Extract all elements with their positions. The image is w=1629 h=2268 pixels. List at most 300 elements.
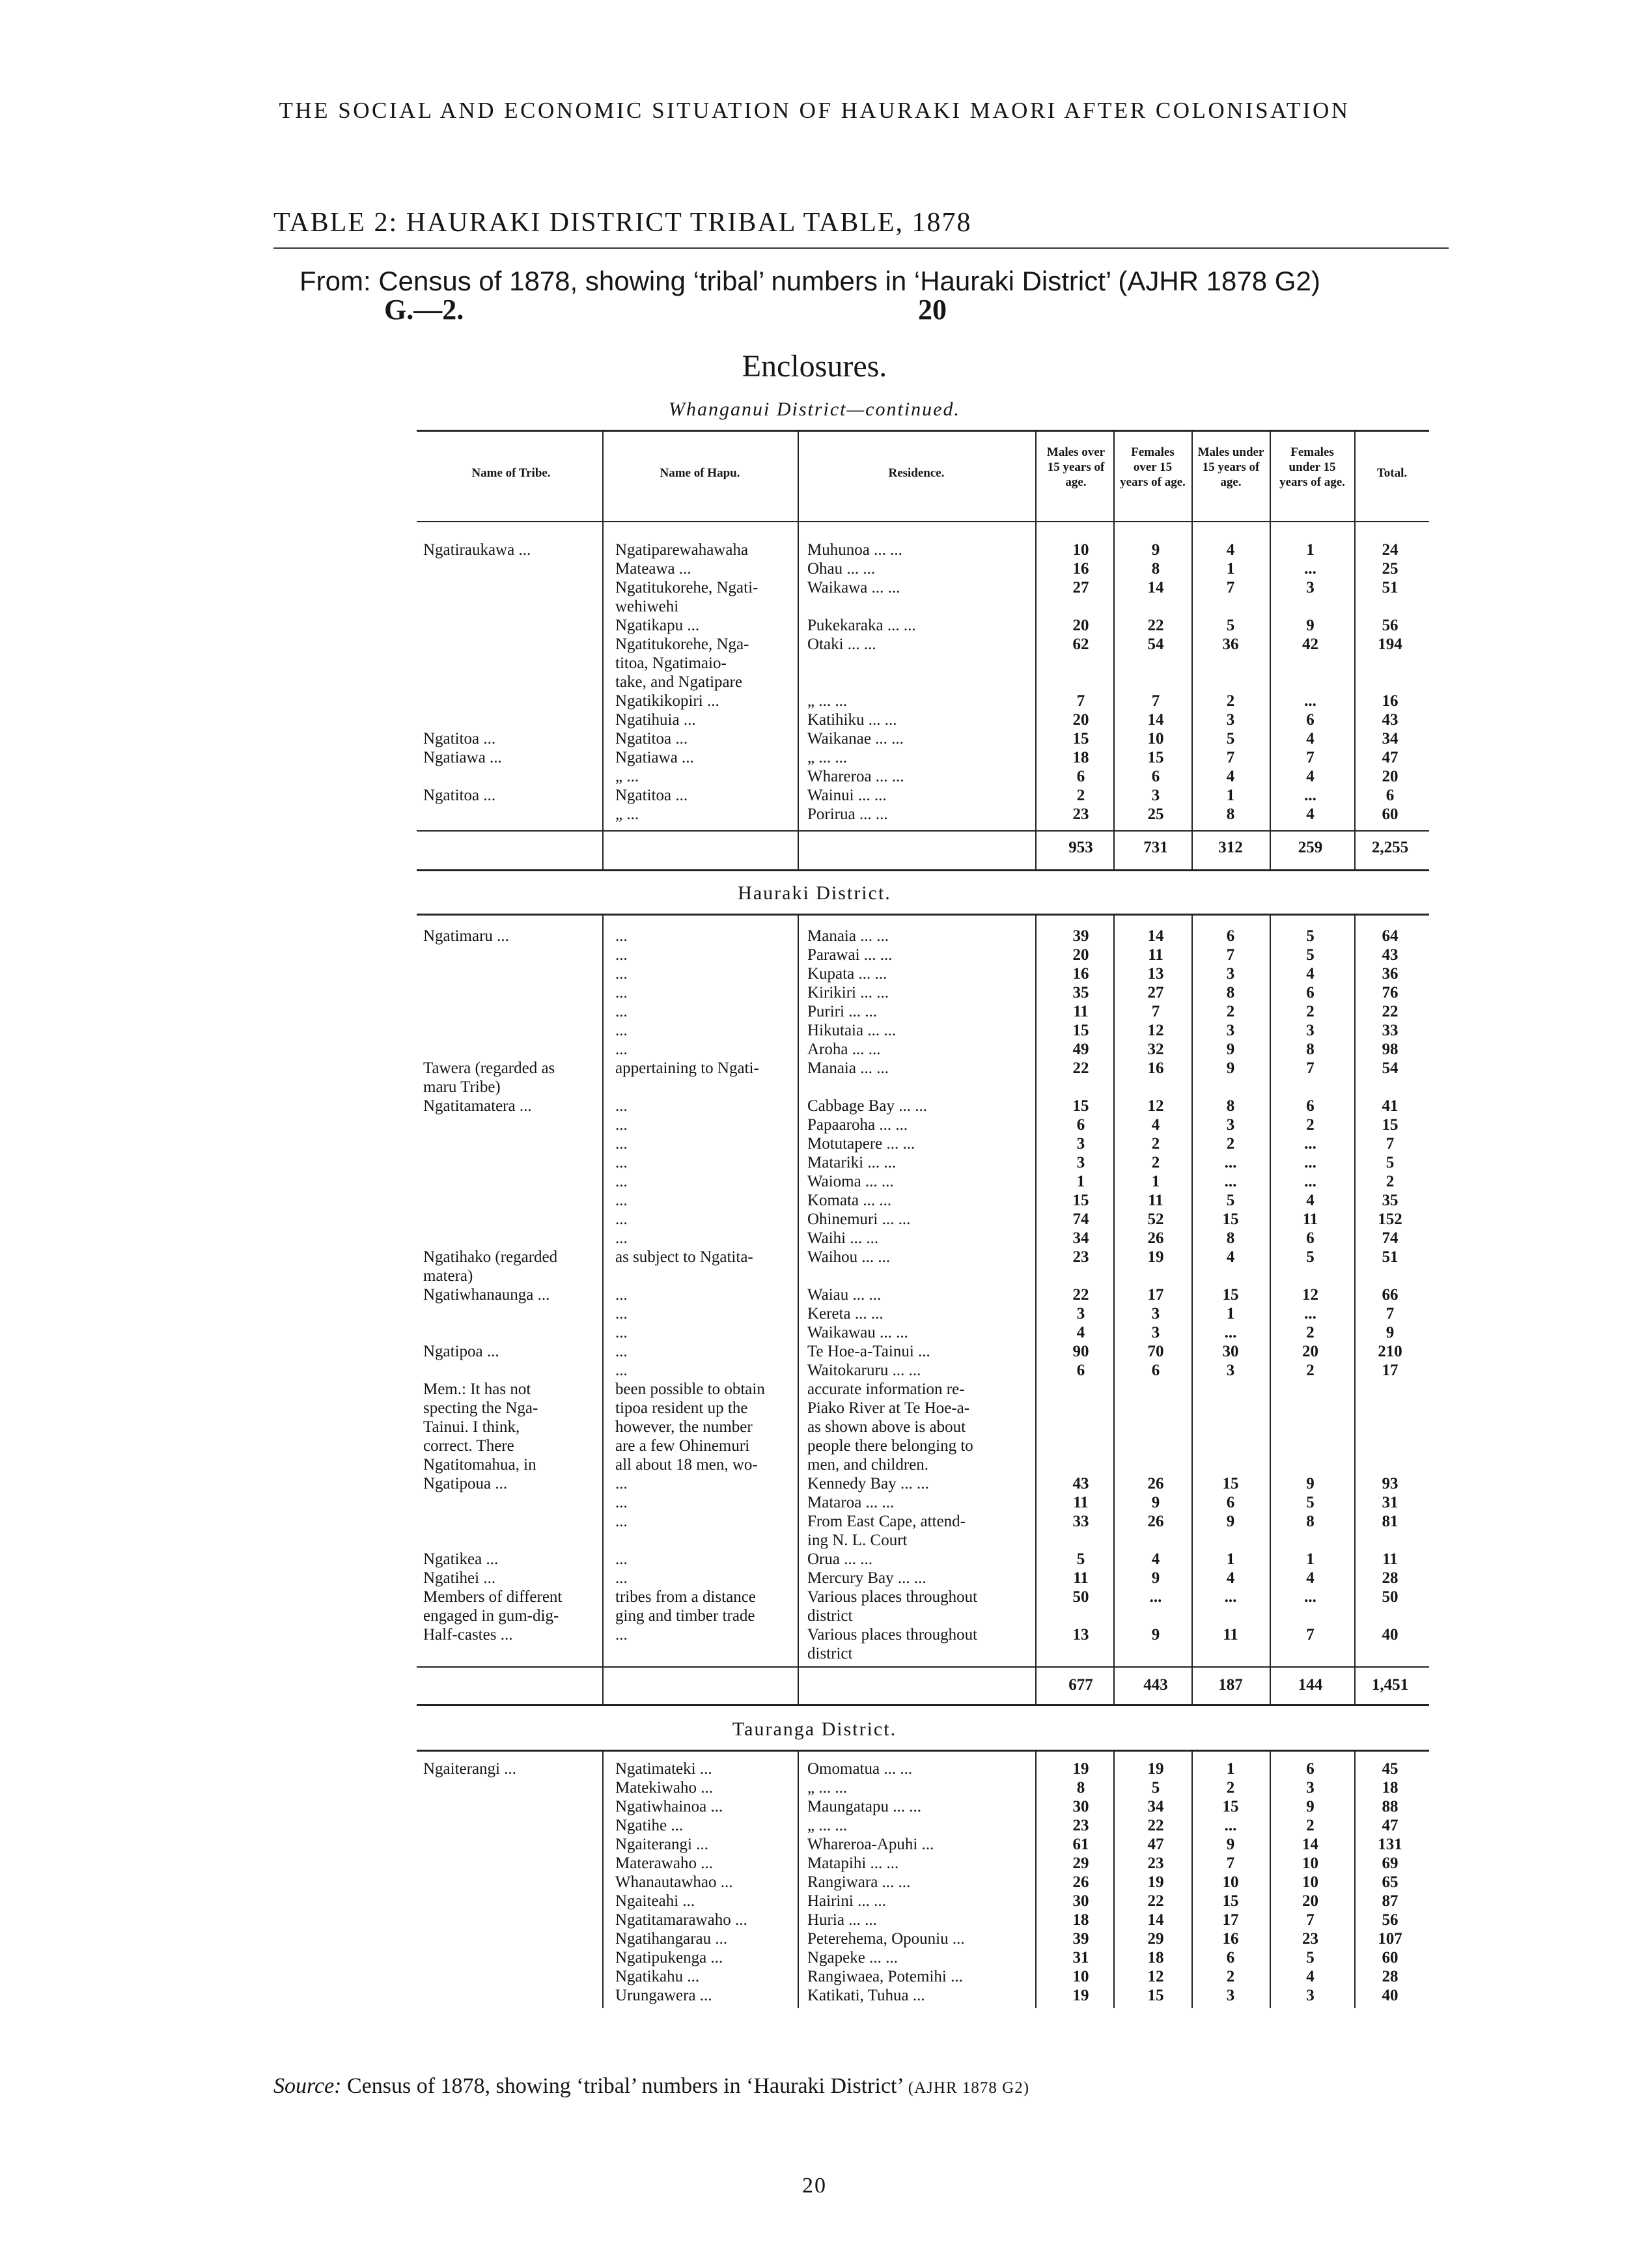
hauraki-row-cell-6: 7 [1306,1626,1315,1644]
hauraki-row-cell-4: 12 [1147,1097,1164,1115]
hauraki-row-cell-1: ... [615,946,628,964]
hauraki-row [0,964,1629,983]
tauranga-row-cell-4: 19 [1147,1760,1164,1778]
tauranga-row-cell-5: 1 [1226,1760,1235,1778]
hauraki-row-cell-4: 14 [1147,927,1164,945]
hauraki-row-cell-5: 7 [1226,946,1235,964]
hauraki-row-cell-0: Ngatihei ... [423,1569,496,1587]
whanganui-row-cell-6: ... [1304,692,1316,710]
hauraki-row-cell-5: 15 [1222,1475,1239,1492]
hauraki-row-cell-6: 11 [1302,1211,1318,1228]
running-head: THE SOCIAL AND ECONOMIC SITUATION OF HAURAKI MAORI AFTER COLONISATION [279,98,1350,123]
hauraki-col-rule-2 [1035,915,1037,1704]
header-col-rule-4 [1191,431,1193,521]
whanganui-row-cell-5: 1 [1226,787,1235,804]
hauraki-row-cell-7: 54 [1382,1059,1399,1077]
tauranga-row-cell-5: ... [1224,1817,1237,1834]
whanganui-total-row-cell-6: 259 [1298,839,1323,856]
whanganui-row-cell-5: 4 [1226,768,1235,785]
hauraki-row-cell-1: appertaining to Ngati- [615,1059,759,1077]
column-header-residence: Residence. [888,466,945,480]
hauraki-memo-line [0,1399,1629,1418]
hauraki-row-cell-2: Waitokaruru ... ... [807,1362,921,1379]
hauraki-row [0,1267,1629,1285]
title-rule [273,247,1449,249]
hauraki-row-cell-1: ... [615,1135,628,1153]
hauraki-row-cell-2: Kennedy Bay ... ... [807,1475,929,1492]
hauraki-row-cell-5: 3 [1226,1362,1235,1379]
hauraki-row-cell-1: ... [615,1286,628,1304]
hauraki-row-cell-4: 11 [1148,946,1163,964]
whanganui-row-cell-5: 36 [1222,636,1239,653]
whanganui-row [0,616,1629,635]
hauraki-col-rule-6 [1354,915,1356,1704]
whanganui-row-cell-2: Wharerоа ... ... [807,768,904,785]
hauraki-row-cell-6: 4 [1306,1569,1315,1587]
whanganui-row [0,673,1629,692]
whanganui-row-cell-7: 25 [1382,560,1399,578]
hauraki-row-cell-5: ... [1224,1154,1237,1171]
tauranga-row-cell-4: 29 [1147,1930,1164,1948]
hauraki-row-cell-1: as subject to Ngatita- [615,1248,753,1266]
header-col-rule-6 [1354,431,1356,521]
hauraki-row [0,1002,1629,1021]
hauraki-row-cell-6: 5 [1306,946,1315,964]
hauraki-row-cell-4: 3 [1151,1324,1160,1341]
hauraki-row-cell-1: ... [615,1324,628,1341]
hauraki-row-cell-2: Waioma ... ... [807,1173,894,1190]
whanganui-row-cell-4: 14 [1147,711,1164,729]
hauraki-total-row-cell-4: 443 [1143,1676,1168,1694]
tauranga-col-rule-6 [1354,1751,1356,2008]
hauraki-row-cell-1: ... [615,1041,628,1058]
hauraki-row-cell-1: ... [615,965,628,983]
whanganui-row-cell-1: wehiwehi [615,598,679,615]
whanganui-row-cell-4: 54 [1147,636,1164,653]
whanganui-row-cell-4: 22 [1147,617,1164,634]
hauraki-row-cell-0: Members of different [423,1588,563,1606]
hauraki-total-rule [417,1666,1429,1668]
hauraki-row-cell-6: 1 [1306,1550,1315,1568]
tauranga-row-cell-2: Huria ... ... [807,1911,877,1929]
hauraki-memo-line-cell-0: Ngatitomahua, in [423,1456,536,1474]
hauraki-row-cell-1: ... [615,927,628,945]
hauraki-row-cell-0: Ngatimaru ... [423,927,509,945]
hauraki-row-cell-3: 11 [1073,1003,1089,1020]
hauraki-row-cell-1: ... [615,1192,628,1209]
tauranga-row-cell-6: 3 [1306,1779,1315,1797]
hauraki-row-cell-0: Ngatihako (regarded [423,1248,558,1266]
tauranga-row-cell-3: 8 [1076,1779,1085,1797]
hauraki-row-cell-3: 4 [1076,1324,1085,1341]
hauraki-row-cell-3: 1 [1076,1173,1085,1190]
hauraki-row-cell-5: 9 [1226,1059,1235,1077]
tauranga-row-cell-5: 3 [1226,1987,1235,2004]
hauraki-row-cell-6: ... [1304,1154,1316,1171]
whanganui-row-cell-3: 15 [1072,730,1089,748]
hauraki-row-cell-7: 31 [1382,1494,1399,1511]
hauraki-row-cell-4: 52 [1147,1211,1164,1228]
whanganui-row [0,692,1629,710]
hauraki-row-cell-7: 98 [1382,1041,1399,1058]
hauraki-row [0,1191,1629,1210]
tauranga-row-cell-0: Ngaiterangi ... [423,1760,517,1778]
whanganui-row-cell-4: 9 [1151,541,1160,559]
hauraki-row-cell-5: 2 [1226,1135,1235,1153]
enclosures-heading: Enclosures. [742,349,887,384]
whanganui-row-cell-2: Otaki ... ... [807,636,876,653]
whanganui-row-cell-6: ... [1304,560,1316,578]
tauranga-row [0,1816,1629,1835]
hauraki-row-cell-4: 12 [1147,1022,1164,1039]
hauraki-row [0,1550,1629,1569]
hauraki-row-cell-3: 50 [1072,1588,1089,1606]
tauranga-row-cell-7: 88 [1382,1798,1399,1815]
tauranga-row-cell-1: Ngatikahu ... [615,1968,700,1985]
hauraki-row-cell-3: 49 [1072,1041,1089,1058]
hauraki-row-cell-1: ... [615,1569,628,1587]
hauraki-row-cell-4: 7 [1151,1003,1160,1020]
hauraki-row-cell-4: 4 [1151,1550,1160,1568]
hauraki-row-cell-4: 2 [1151,1154,1160,1171]
hauraki-row [0,1115,1629,1134]
hauraki-row-cell-4: 27 [1147,984,1164,1001]
hauraki-row [0,1285,1629,1304]
tauranga-row [0,1948,1629,1967]
hauraki-memo-line [0,1436,1629,1455]
hauraki-row-cell-2: Komata ... ... [807,1192,892,1209]
hauraki-memo-line-cell-2: Piako River at Te Hoe-a- [807,1399,970,1417]
hauraki-row-cell-7: 7 [1385,1135,1395,1153]
tauranga-row-cell-3: 30 [1072,1798,1089,1815]
tauranga-row-cell-7: 107 [1378,1930,1402,1948]
hauraki-row-cell-2: Puriri ... ... [807,1003,877,1020]
tauranga-row-cell-5: 15 [1222,1892,1239,1910]
hauraki-row-cell-4: 4 [1151,1116,1160,1134]
hauraki-memo-line-cell-0: specting the Nga- [423,1399,538,1417]
hauraki-row-cell-5: 1 [1226,1305,1235,1323]
whanganui-row-cell-1: Ngatikapu ... [615,617,700,634]
whanganui-row-cell-3: 27 [1072,579,1089,596]
hauraki-row-cell-7: 22 [1382,1003,1399,1020]
hauraki-row [0,1531,1629,1550]
whanganui-row-cell-5: 7 [1226,749,1235,766]
tauranga-row-cell-3: 23 [1072,1817,1089,1834]
tauranga-row-cell-3: 29 [1072,1855,1089,1872]
hauraki-row-cell-6: 2 [1306,1362,1315,1379]
tauranga-row-cell-1: Ngatiwhainoa ... [615,1798,723,1815]
hauraki-row-cell-3: 43 [1072,1475,1089,1492]
header-col-rule-1 [798,431,799,521]
tauranga-row-cell-3: 19 [1072,1987,1089,2004]
whanganui-row-cell-1: Ngatitoa ... [615,730,688,748]
whanganui-row-cell-5: 7 [1226,579,1235,596]
hauraki-row-cell-3: 22 [1072,1059,1089,1077]
source-ref: (AJHR 1878 G2) [908,2079,1030,2097]
hauraki-row-cell-4: ... [1149,1588,1162,1606]
hauraki-row-cell-3: 15 [1072,1022,1089,1039]
hauraki-col-rule-5 [1270,915,1271,1704]
tauranga-row-cell-3: 61 [1072,1836,1089,1853]
whanganui-row-cell-6: 42 [1302,636,1318,653]
hauraki-row-cell-3: 11 [1073,1494,1089,1511]
tauranga-row [0,1854,1629,1873]
hauraki-memo-line-cell-2: men, and children. [807,1456,929,1474]
whanganui-total-row-cell-5: 312 [1218,839,1243,856]
hauraki-row-cell-2: Manaia ... ... [807,1059,889,1077]
hauraki-row-cell-5: 8 [1226,1097,1235,1115]
hauraki-row-cell-3: 35 [1072,984,1089,1001]
hauraki-row-cell-2: ing N. L. Court [807,1532,908,1549]
whanganui-row-cell-1: Ngatikikopiri ... [615,692,719,710]
tauranga-row-cell-6: 7 [1306,1911,1315,1929]
hauraki-row-cell-2: Mataroa ... ... [807,1494,895,1511]
whanganui-row-cell-3: 23 [1072,805,1089,823]
whanganui-row-cell-6: 7 [1306,749,1315,766]
hauraki-row-cell-5: 9 [1226,1513,1235,1530]
whanganui-row-cell-7: 47 [1382,749,1399,766]
hauraki-row-cell-0: Ngatiwhanaunga ... [423,1286,550,1304]
whanganui-row-cell-1: titoa, Ngatimaio- [615,654,727,672]
whanganui-row-cell-5: 5 [1226,617,1235,634]
whanganui-row-cell-7: 20 [1382,768,1399,785]
whanganui-row-cell-4: 7 [1151,692,1160,710]
tauranga-col-rule-0 [602,1751,604,2008]
whanganui-row-cell-1: Ngatitoa ... [615,787,688,804]
hauraki-memo-line-cell-0: Mem.: It has not [423,1380,531,1398]
hauraki-row-cell-6: 3 [1306,1022,1315,1039]
hauraki-col-rule-1 [798,915,799,1704]
hauraki-row [0,927,1629,945]
tauranga-row-cell-1: Materawaho ... [615,1855,713,1872]
hauraki-row-cell-3: 22 [1072,1286,1089,1304]
hauraki-row-cell-7: 28 [1382,1569,1399,1587]
hauraki-row-cell-4: 19 [1147,1248,1164,1266]
whanganui-row-cell-1: Ngatitukorehe, Ngati- [615,579,759,596]
tauranga-row-cell-4: 14 [1147,1911,1164,1929]
hauraki-row-cell-7: 74 [1382,1229,1399,1247]
tauranga-row-cell-7: 131 [1378,1836,1402,1853]
tauranga-row-cell-4: 19 [1147,1873,1164,1891]
whanganui-row-cell-1: Ngatiawa ... [615,749,694,766]
hauraki-row-cell-5: ... [1224,1324,1237,1341]
hauraki-row-cell-4: 9 [1151,1626,1160,1644]
hauraki-row-cell-6: 8 [1306,1513,1315,1530]
from-line: From: Census of 1878, showing ‘tribal’ numbers in ‘Hauraki District’ (AJHR 1878 G2) [299,266,1320,296]
column-header-hapu: Name of Hapu. [660,466,740,480]
whanganui-row-cell-3: 10 [1072,541,1089,559]
hauraki-row-cell-5: ... [1224,1588,1237,1606]
hauraki-row [0,1153,1629,1172]
hauraki-row [0,1323,1629,1342]
hauraki-row-cell-6: 20 [1302,1343,1318,1360]
hauraki-row-cell-7: 43 [1382,946,1399,964]
hauraki-memo-line-cell-1: all about 18 men, wo- [615,1456,758,1474]
hauraki-row-cell-3: 3 [1076,1135,1085,1153]
tauranga-row-cell-2: Matapihi ... ... [807,1855,899,1872]
tauranga-row-cell-2: Maungatapu ... ... [807,1798,921,1815]
tauranga-row-cell-3: 30 [1072,1892,1089,1910]
tauranga-row-cell-7: 45 [1382,1760,1399,1778]
hauraki-row-cell-7: 5 [1385,1154,1395,1171]
hauraki-row-cell-3: 74 [1072,1211,1089,1228]
tauranga-row-cell-2: Omomatua ... ... [807,1760,913,1778]
hauraki-row-cell-2: Motutapere ... ... [807,1135,915,1153]
hauraki-row-cell-6: 12 [1302,1286,1318,1304]
tauranga-row [0,1873,1629,1892]
tauranga-col-rule-3 [1113,1751,1115,2008]
hauraki-col-rule-4 [1191,915,1193,1704]
hauraki-row-cell-3: 3 [1076,1305,1085,1323]
whanganui-row-cell-1: „ ... [615,805,639,823]
whanganui-row-cell-0: Ngatiawa ... [423,749,502,766]
hauraki-row-cell-7: 93 [1382,1475,1399,1492]
tauranga-row-cell-1: Matekiwaho ... [615,1779,713,1797]
hauraki-row-cell-3: 11 [1073,1569,1089,1587]
hauraki-row-cell-7: 11 [1382,1550,1398,1568]
hauraki-row-cell-7: 33 [1382,1022,1399,1039]
whanganui-row-cell-3: 16 [1072,560,1089,578]
hauraki-row-cell-7: 210 [1378,1343,1402,1360]
hauraki-row [0,1134,1629,1153]
hauraki-row-cell-4: 16 [1147,1059,1164,1077]
hauraki-row-cell-2: Aroha ... ... [807,1041,881,1058]
whanganui-row-cell-1: Ngatihuia ... [615,711,696,729]
whanganui-row-cell-6: 4 [1306,730,1315,748]
hauraki-row-cell-5: 3 [1226,1116,1235,1134]
hauraki-row-cell-2: Orua ... ... [807,1550,872,1568]
hauraki-row-cell-3: 20 [1072,946,1089,964]
tauranga-heading: Tauranga District. [732,1718,897,1740]
hauraki-row-cell-5: 3 [1226,965,1235,983]
hauraki-row-cell-0: Ngatikea ... [423,1550,499,1568]
hauraki-row-cell-7: 64 [1382,927,1399,945]
whanganui-col-rule-6 [1354,522,1356,869]
hauraki-row [0,1493,1629,1512]
hauraki-row-cell-0: Half-castes ... [423,1626,513,1644]
tauranga-row-cell-6: 14 [1302,1836,1318,1853]
hauraki-row [0,1172,1629,1191]
tauranga-row-cell-4: 47 [1147,1836,1164,1853]
hauraki-row [0,1078,1629,1097]
header-col-rule-3 [1113,431,1115,521]
hauraki-row-cell-3: 34 [1072,1229,1089,1247]
whanganui-row-cell-7: 51 [1382,579,1399,596]
source-label: Source: [273,2074,342,2098]
page-number: 20 [802,2174,827,2198]
tauranga-row-cell-4: 15 [1147,1987,1164,2004]
header-col-rule-5 [1270,431,1271,521]
whanganui-row-cell-4: 8 [1151,560,1160,578]
tauranga-row-cell-6: 5 [1306,1949,1315,1967]
tauranga-row-cell-1: Ngatipukenga ... [615,1949,723,1967]
tauranga-top-rule [417,1750,1429,1752]
hauraki-row-cell-6: 5 [1306,1248,1315,1266]
hauraki-row [0,1210,1629,1229]
hauraki-row-cell-2: Hikutaia ... ... [807,1022,897,1039]
tauranga-row-cell-2: Ngapeke ... ... [807,1949,898,1967]
hauraki-row-cell-5: 9 [1226,1041,1235,1058]
tauranga-row-cell-2: Peterehema, Opouniu ... [807,1930,965,1948]
hauraki-row-cell-0: Ngatipoua ... [423,1475,508,1492]
whanganui-row-cell-3: 20 [1072,711,1089,729]
tauranga-row-cell-2: Rangiwaea, Potemihi ... [807,1968,963,1985]
tauranga-row-cell-2: Hairini ... ... [807,1892,886,1910]
tauranga-row-cell-7: 28 [1382,1968,1399,1985]
whanganui-col-rule-1 [798,522,799,869]
whanganui-row-cell-7: 43 [1382,711,1399,729]
tauranga-row-cell-1: Whanautawhao ... [615,1873,733,1891]
tauranga-row-cell-4: 5 [1151,1779,1160,1797]
whanganui-row-cell-4: 25 [1147,805,1164,823]
hauraki-row-cell-5: 4 [1226,1569,1235,1587]
hauraki-row-cell-4: 13 [1147,965,1164,983]
tauranga-row-cell-3: 26 [1072,1873,1089,1891]
tauranga-col-rule-5 [1270,1751,1271,2008]
hauraki-row-cell-7: 35 [1382,1192,1399,1209]
hauraki-row-cell-0: Ngatipoa ... [423,1343,499,1360]
hauraki-row-cell-1: tribes from a distance [615,1588,756,1606]
hauraki-total-row-cell-7: 1,451 [1371,1676,1409,1694]
tauranga-row-cell-5: 6 [1226,1949,1235,1967]
hauraki-row-cell-6: ... [1304,1173,1316,1190]
hauraki-memo-line-cell-1: tipoa resident up the [615,1399,748,1417]
whanganui-row-cell-5: 3 [1226,711,1235,729]
whanganui-total-row-cell-3: 953 [1068,839,1093,856]
hauraki-row [0,1248,1629,1267]
hauraki-row-cell-7: 41 [1382,1097,1399,1115]
hauraki-row [0,1625,1629,1644]
hauraki-row-cell-3: 13 [1072,1626,1089,1644]
hauraki-row-cell-1: ... [615,1116,628,1134]
hauraki-row-cell-7: 76 [1382,984,1399,1001]
tauranga-row-cell-1: Urungawera ... [615,1987,712,2004]
whanganui-row-cell-0: Ngatitoa ... [423,730,496,748]
hauraki-row-cell-5: 1 [1226,1550,1235,1568]
hauraki-row-cell-5: 8 [1226,1229,1235,1247]
whanganui-row [0,559,1629,578]
tauranga-row [0,1967,1629,1986]
hauraki-row-cell-6: 5 [1306,1494,1315,1511]
hauraki-memo-line-cell-0: Tainui. I think, [423,1418,520,1436]
hauraki-bottom-rule [417,1704,1429,1706]
tauranga-row-cell-2: Rangiwara ... ... [807,1873,911,1891]
whanganui-row-cell-4: 14 [1147,579,1164,596]
table-title: TABLE 2: HAURAKI DISTRICT TRIBAL TABLE, 1878 [273,208,972,238]
tauranga-row-cell-5: 10 [1222,1873,1239,1891]
hauraki-row-cell-2: Mercury Bay ... ... [807,1569,926,1587]
tauranga-col-rule-2 [1035,1751,1037,2008]
hauraki-row-cell-5: 30 [1222,1343,1239,1360]
whanganui-row-cell-6: 1 [1306,541,1315,559]
hauraki-row [0,1512,1629,1531]
tauranga-row-cell-7: 47 [1382,1817,1399,1834]
hauraki-row-cell-6: 9 [1306,1475,1315,1492]
hauraki-row-cell-2: Waiau ... ... [807,1286,882,1304]
hauraki-row-cell-4: 3 [1151,1305,1160,1323]
whanganui-col-rule-3 [1113,522,1115,869]
hauraki-row-cell-4: 26 [1147,1513,1164,1530]
tauranga-row-cell-5: 7 [1226,1855,1235,1872]
hauraki-row [0,1644,1629,1663]
whanganui-row [0,805,1629,824]
hauraki-row-cell-3: 33 [1072,1513,1089,1530]
hauraki-row-cell-6: 7 [1306,1059,1315,1077]
tauranga-row-cell-5: 16 [1222,1930,1239,1948]
whanganui-row-cell-2: Katihiku ... ... [807,711,897,729]
hauraki-row-cell-3: 23 [1072,1248,1089,1266]
whanganui-row-cell-2: Pukekaraka ... ... [807,617,916,634]
